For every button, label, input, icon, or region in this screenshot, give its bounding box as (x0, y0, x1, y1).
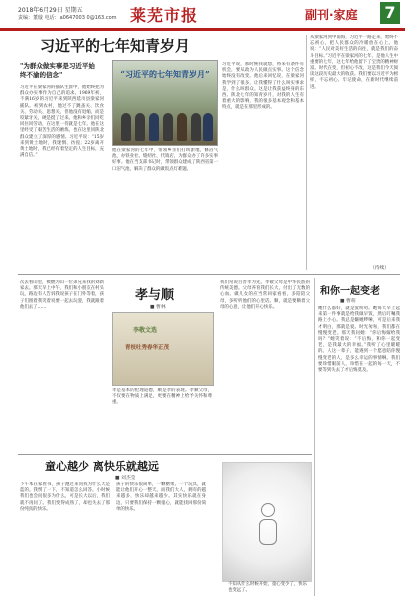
calligraphy-text: 青枝吐秀春华正茂 (125, 345, 170, 351)
lead-article-subtitle: "为群众做实事是习近平始终不渝的信念" (20, 62, 95, 79)
bottom-article-author: ■ 刘杰莹 (115, 476, 136, 481)
page-number: 7 (380, 2, 400, 24)
lead-article-photo (112, 60, 218, 146)
article-author: ■ 曹林 (150, 305, 166, 310)
article-column: 下午本在家看书，孩子跑过来问我为什么天是蓝的。我愣了一下，不知道怎么回答。小时候我们也会问很多为什么，可是长大以后，我们就不再问了。我们变得成熟了，却也失去了那份纯真的快乐。 (20, 482, 110, 512)
person-figure (203, 113, 213, 141)
section-name: 副刊·家庭 (305, 8, 358, 22)
bottom-article-title: 童心越少 离快乐就越远 (45, 460, 159, 473)
person-figure (191, 113, 201, 141)
masthead-logo: 莱芜市报 (130, 6, 199, 25)
header-date: 2018年6月29日 星期五 (18, 7, 83, 14)
article-column: 孩子的快乐很简单，一颗糖果、一个玩具，就能让他们开心一整天。而我们大人，拥有的越来越多，快乐却越来越少。其实快乐就在身边，只要我们保持一颗童心，就能找回那份简单的快乐。 (116, 482, 206, 512)
header-editor: 责编：董璇 电话：a0647003 0@163.com (18, 15, 117, 21)
person-figure (135, 113, 145, 141)
child-head-icon (261, 503, 275, 517)
article-column: 次去看山里，被燃为山一位弟兄来我的刘新家去。那天早上中午，我们和小朋友在村头玩，路边有人告诉我说孩子在门外等着，孩子们围着我笑着说要一起去玩耍，我就跟着他们去了…… (20, 280, 104, 310)
section-divider (18, 454, 312, 455)
person-figure (149, 113, 159, 141)
column-divider (314, 278, 315, 596)
lead-article-column: 他在梁家河的七年中，带领乡亲们打坝淤地，修沼气池，办铁业社、缝纫社、代销店，为群众办了许多实事好事。他在当支部书记时，带领群众建成了陕西省第一口沼气池，解决了群众的做饭点灯难题。 (112, 148, 218, 172)
column-divider (306, 35, 307, 270)
article-column: 我们常说百善孝为先，孝敬父母是中华民族的传统美德。父母养育我们长大，付出了无数的心血。做儿女的应当常回家看看，多陪陪父母，多听听他们的心里话。顺，就是要顺着父母的心意，让他们开心快乐。 (220, 280, 310, 310)
lead-photo-caption: “习近平的七年知青岁月” (120, 69, 210, 79)
person-figure (163, 113, 173, 141)
calligraphy-image (112, 312, 214, 386)
calligraphy-heading: 李敬文选 (133, 327, 158, 334)
lead-article-title: 习近平的七年知青岁月 (40, 37, 191, 55)
side-article-author: ■ 曹萌 (340, 299, 356, 304)
child-illustration (222, 462, 312, 582)
article-title: 孝与顺 (135, 288, 175, 303)
lead-article-column: 从梁家河到中南海，习近平一路走来，始终不忘初心，把人民群众的冷暖放在心上。他说：“人民对美好生活的向往，就是我们的奋斗目标。”习近平在梁家河的七年，是他人生中重要的七年，这七年给他留下了宝贵的精神财富。时代在变，但初心不改，这是我们今天阅读这段历史最大的收获。我们要以习近平为榜样，不忘初心、牢记使命，在新时代继续前进。 (310, 35, 398, 90)
side-article-title: 和你一起变老 (320, 286, 380, 297)
person-figure (177, 113, 187, 141)
side-article-body: 她什么都好，就是爱唠叨。她每天早上起来第一件事就是给我做早饭，然后叮嘱我路上小心。我总是嫌她啰嗦，可是后来我才明白，那就是爱。时光匆匆，我们都在慢慢变老。那天我问她：“你后悔嫁给我吗？”她笑着说：“不后悔，和你一起变老，是我最大的幸福。”我听了心里暖暖的。人这一辈子，能遇到一个愿意陪你慢慢变老的人，是多么幸运的事情啊。我们要珍惜眼前人，珍惜在一起的每一天，不要等到失去了才后悔莫及。 (318, 306, 400, 374)
article-column: 孝是基本的伦理道德，顺是孝的表现。孝顺父母，不仅要在物质上满足，更要在精神上给予关怀和尊重。 (112, 388, 212, 406)
continued-mark: （待续） (370, 266, 390, 271)
lead-article-column: 习近平说，那时候我就想，将来有条件有机会，要从政为人民做点实事。这个信念始终没有改变。他后来回忆说，在梁家河我学到了很多，让我懂得了什么叫实事求是，什么叫群众。这是让我获益终身的东西。陕北七年的知青岁月，对我的人生有着重大的影响，我的很多基本观念和基本特点，就是在那里形成的。 (222, 62, 304, 111)
lead-article-column: 习近平在梁家河的插队生涯中，他始终把为群众办实事作为自己的追求。1969年初，不满16岁的习近平来到陕西延川县梁家河插队。初到农村，他过不了跳蚤关、饮食关、劳动关、思想关，但他没有退缩，而是咬紧牙关，硬是挺了过来。他和乡亲们同吃同住同劳动，在这里一待就是七年。他在这里经受了艰苦生活的磨炼，也在这里同陕北群众建立了深厚的感情。习近平说：“15岁来到黄土地时，我迷惘、彷徨；22岁离开黄土地时，我已经有着坚定的人生目标，充满自信。” (20, 85, 104, 159)
child-body-icon (259, 519, 277, 545)
section-divider (18, 274, 400, 275)
person-figure (121, 113, 131, 141)
header-rule (0, 28, 405, 31)
illustration-caption: 不知从什么时候开始，童心变少了，快乐也变远了。 (228, 582, 308, 593)
